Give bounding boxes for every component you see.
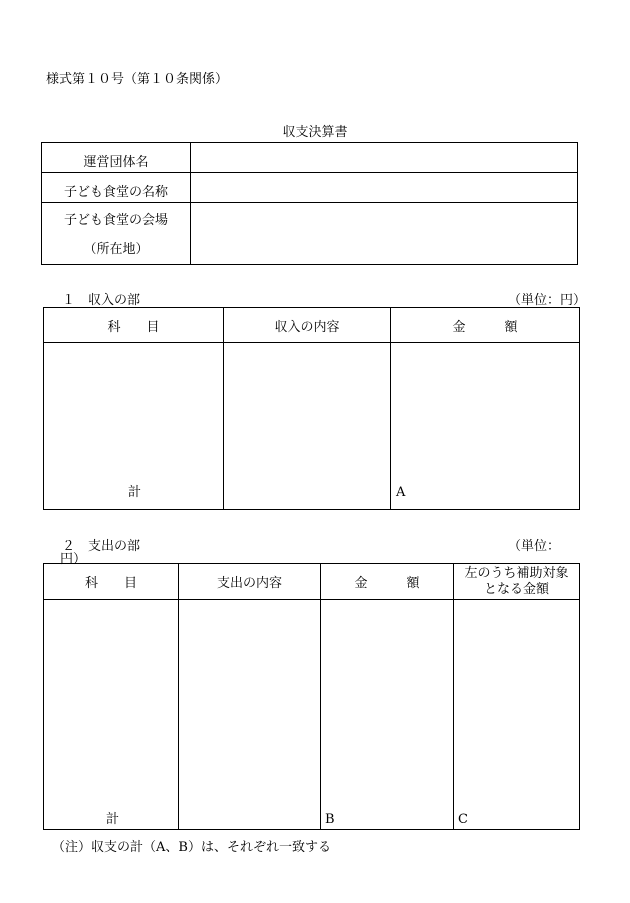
- expense-col-content: 支出の内容: [179, 564, 321, 600]
- income-total-label: 計: [128, 485, 142, 500]
- expense-total-label: 計: [106, 812, 120, 827]
- expense-col-subsidy-line2: となる金額: [483, 581, 549, 597]
- organization-info-table: [41, 142, 578, 265]
- income-table: [43, 307, 580, 510]
- venue-label: 子ども食堂の会場: [63, 213, 168, 228]
- income-content-cell[interactable]: [224, 343, 391, 510]
- expense-unit-line1: （単位：: [508, 539, 561, 554]
- income-item-cell[interactable]: [44, 343, 224, 510]
- income-heading: １ 収入の部: [62, 293, 141, 308]
- income-unit: （単位：円）: [508, 293, 587, 308]
- income-total-marker: A: [396, 485, 406, 500]
- expense-item-cell[interactable]: [44, 600, 179, 830]
- expense-table: [43, 563, 580, 830]
- expense-col-subsidy-line1: 左のうち補助対象: [464, 565, 569, 581]
- page-title: 収支決算書: [282, 125, 348, 140]
- income-col-item: 科 目: [44, 308, 224, 343]
- org-name-label: 運営団体名: [42, 143, 191, 173]
- cafeteria-name-label: 子ども食堂の名称: [42, 173, 191, 203]
- expense-content-cell[interactable]: [179, 600, 321, 830]
- expense-col-subsidy: [454, 564, 580, 600]
- note-text: （注）収支の計（A、B）は、それぞれ一致する: [52, 840, 331, 855]
- income-amount-cell[interactable]: [391, 343, 580, 510]
- expense-total-marker-b: B: [325, 812, 335, 827]
- venue-label-cell: [42, 203, 191, 265]
- venue-sub-label: （所在地）: [83, 242, 149, 257]
- expense-amount-cell[interactable]: [321, 600, 454, 830]
- expense-col-item: 科 目: [44, 564, 179, 600]
- venue-field[interactable]: [191, 203, 578, 265]
- form-number: 様式第１０号（第１０条関係）: [46, 72, 229, 87]
- expense-total-marker-c: C: [458, 812, 468, 827]
- expense-subsidy-cell[interactable]: [454, 600, 580, 830]
- expense-col-amount: 金 額: [321, 564, 454, 600]
- expense-unit-line2: 円）: [60, 552, 87, 567]
- income-col-content: 収入の内容: [224, 308, 391, 343]
- income-col-amount: 金 額: [391, 308, 580, 343]
- expense-heading: ２ 支出の部: [62, 539, 141, 554]
- cafeteria-name-field[interactable]: [191, 173, 578, 203]
- org-name-field[interactable]: [191, 143, 578, 173]
